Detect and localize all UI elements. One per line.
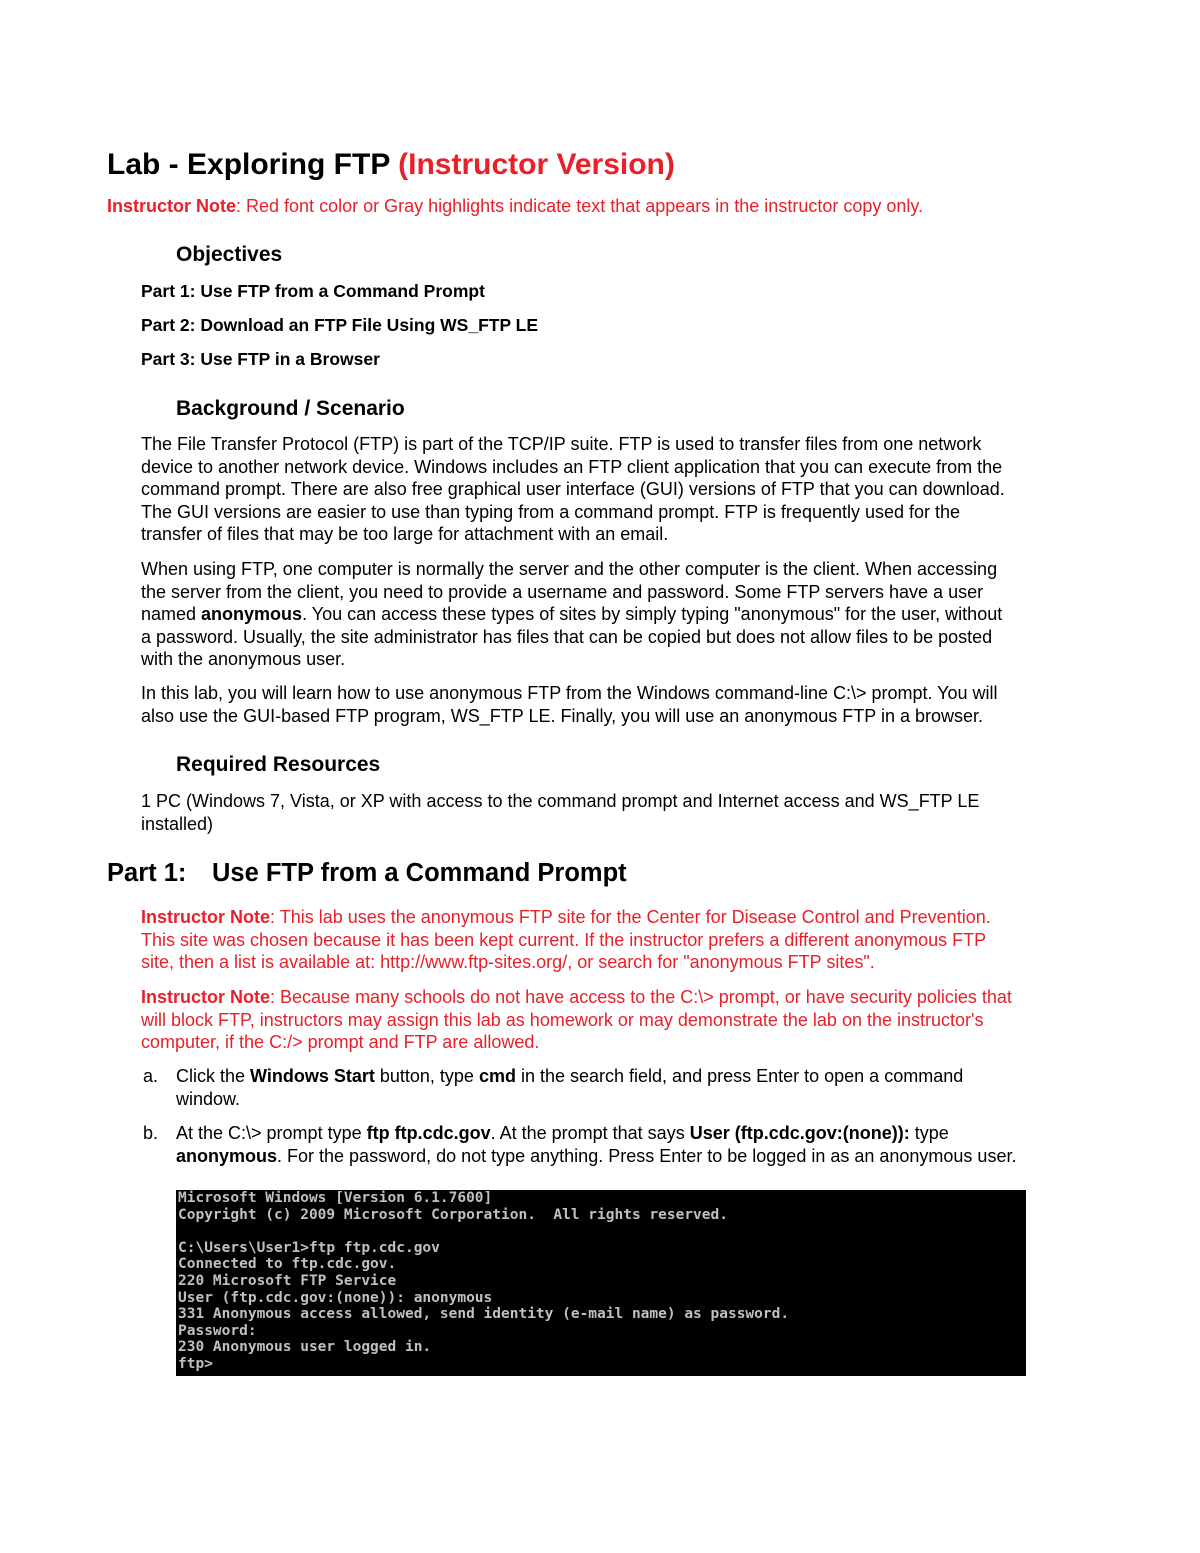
objectives-heading: Objectives xyxy=(176,243,283,266)
terminal-line: 230 Anonymous user logged in. xyxy=(178,1339,432,1356)
page-title xyxy=(107,147,675,183)
terminal-line: 220 Microsoft FTP Service xyxy=(178,1272,397,1289)
terminal-line xyxy=(178,1223,1024,1240)
step-text: button, type xyxy=(374,1066,479,1086)
background-heading: Background / Scenario xyxy=(176,397,405,420)
step-a-text xyxy=(176,1065,1096,1110)
step-text: type xyxy=(914,1123,949,1143)
step-b-text xyxy=(176,1122,1096,1167)
objective-part-1: Part 1: Use FTP from a Command Prompt xyxy=(141,281,485,301)
background-paragraph-3: In this lab, you will learn how to use anonymous FTP from the Windows command-line C:\> prompt. You will also use the GUI-based FTP program, WS_FTP LE. Finally, you will use an anonymous FTP in a browser. xyxy=(141,683,998,726)
step-bold: cmd xyxy=(478,1066,516,1086)
terminal-line: Password: xyxy=(178,1322,257,1339)
step-text: At the C:\> prompt type xyxy=(176,1123,367,1143)
step-text: . At the prompt that says xyxy=(490,1123,690,1143)
instructor-note-text: : This lab uses the anonymous FTP site for the Center for Disease Control and Prevention. This site was chosen because it has been kept current. If the instructor prefers a different anonymous FTP site, then a list is available at: http://www.ftp-sites.org/, or search for "anonymous FTP sites". xyxy=(141,907,991,973)
step-bold: ftp ftp.cdc.gov xyxy=(366,1123,491,1143)
terminal-line: C:\Users\User1>ftp ftp.cdc.gov xyxy=(178,1239,440,1256)
title-main: Lab - Exploring FTP xyxy=(107,148,390,181)
instructor-note-part1-b xyxy=(141,986,1096,1054)
step-text: . For the password, do not type anything. Press Enter to be logged in as an anonymous user. xyxy=(277,1145,1017,1166)
step-bold: anonymous xyxy=(176,1145,278,1166)
instructor-note-label: Instructor Note xyxy=(141,987,271,1007)
terminal-line: 331 Anonymous access allowed, send identity (e-mail name) as password. xyxy=(178,1306,790,1323)
part1-number: Part 1: xyxy=(107,859,187,887)
step-letter: b. xyxy=(143,1123,159,1143)
step-bold: Windows Start xyxy=(250,1066,375,1086)
instructor-note-text: : Red font color or Gray highlights indicate text that appears in the instructor copy only. xyxy=(236,196,924,216)
background-paragraph-2-end: . You can access these types of sites by simply typing "anonymous" for the user, without a password. Usually, the site administrator has files that can be copied but does not allow files to be posted with the anonymous user. xyxy=(141,604,1003,670)
title-version: (Instructor Version) xyxy=(398,148,675,181)
resources-heading: Required Resources xyxy=(176,753,381,776)
terminal-line: Copyright (c) 2009 Microsoft Corporation. All rights reserved. xyxy=(178,1206,728,1223)
step-bold: User (ftp.cdc.gov:(none)): xyxy=(689,1123,910,1143)
background-paragraph-1: The File Transfer Protocol (FTP) is part of the TCP/IP suite. FTP is used to transfer files from one network device to another network device. Windows includes an FTP client application that you can execute from the command prompt. There are also free graphical user interface (GUI) versions of FTP that you can download. The GUI versions are easier to use than typing from a command prompt. FTP is frequently used for the transfer of files that may be too large for attachment with an email. xyxy=(141,434,1005,545)
terminal-line: User (ftp.cdc.gov:(none)): anonymous xyxy=(178,1289,493,1306)
anonymous-term: anonymous xyxy=(201,604,303,625)
objective-part-3: Part 3: Use FTP in a Browser xyxy=(141,349,380,369)
background-paragraph-2-start: When using FTP, one computer is normally the server and the other computer is the client. When accessing the server from the client, you need to provide a username and password. Some FTP servers have a user named xyxy=(141,559,998,625)
objective-part-2: Part 2: Download an FTP File Using WS_FTP LE xyxy=(141,315,539,335)
step-b xyxy=(141,1122,1096,1167)
terminal-line: ftp> xyxy=(178,1355,213,1372)
step-letter: a. xyxy=(143,1066,159,1086)
instructor-note-label: Instructor Note xyxy=(107,196,237,216)
instructor-note-top xyxy=(107,195,923,218)
instructor-note-label: Instructor Note xyxy=(141,907,271,927)
part1-heading xyxy=(107,857,627,889)
resources-text: 1 PC (Windows 7, Vista, or XP with access to the command prompt and Internet access and WS_FTP LE installed) xyxy=(141,791,980,834)
step-text: in the search field, and press Enter to open a command window. xyxy=(176,1066,964,1109)
instructor-note-part1-a xyxy=(141,906,1096,974)
step-text: Click the xyxy=(176,1066,251,1086)
instructor-note-text: : Because many schools do not have access to the C:\> prompt, or have security policies that will block FTP, instructors may assign this lab as homework or may demonstrate the lab on the instructor's computer, if the C:/> prompt and FTP are allowed. xyxy=(141,987,1012,1053)
command-prompt-screenshot xyxy=(176,1190,1026,1376)
terminal-line: Connected to ftp.cdc.gov. xyxy=(178,1256,397,1273)
terminal-line: Microsoft Windows [Version 6.1.7600] xyxy=(178,1190,493,1206)
part1-title: Use FTP from a Command Prompt xyxy=(212,859,627,887)
step-a xyxy=(141,1065,1096,1110)
background-paragraph-2 xyxy=(141,558,1096,671)
